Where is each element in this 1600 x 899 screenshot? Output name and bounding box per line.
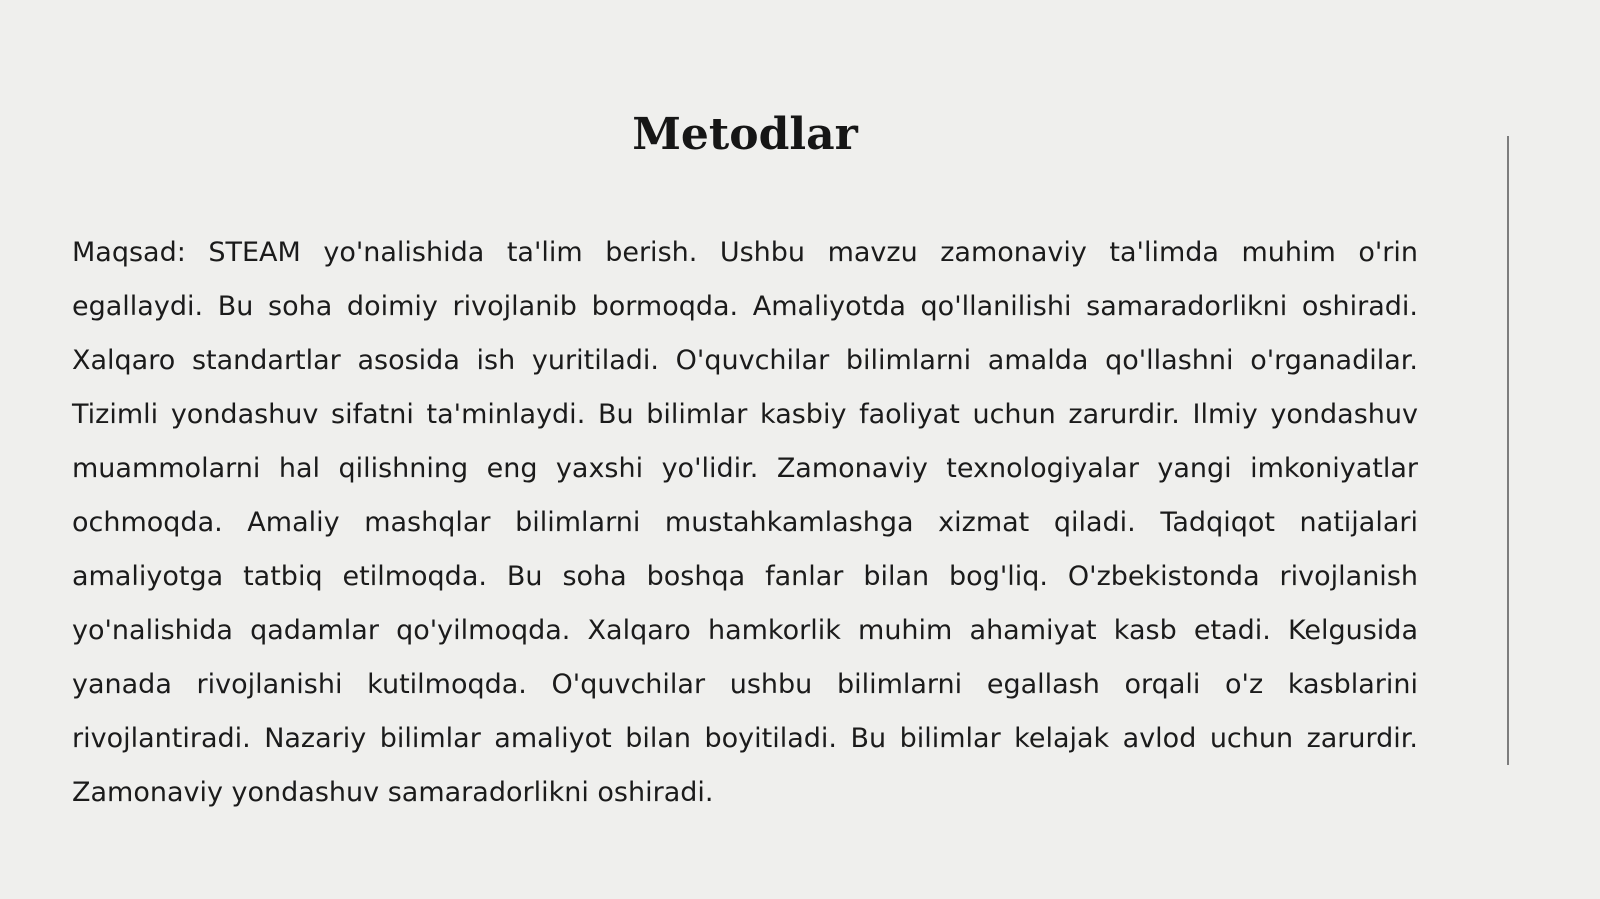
vertical-divider <box>1507 136 1509 765</box>
slide-body-text: Maqsad: STEAM yo'nalishida ta'lim berish. Ushbu mavzu zamonaviy ta'limda muhim o'rin egallaydi. Bu soha doimiy rivojlanib bormoqda. Amaliyotda qo'llanilishi samaradorlikni oshiradi. Xalqaro standartlar asosida ish yuritiladi. O'quvchilar bilimlarni amalda qo'llashni o'rganadilar. Tizimli yondashuv sifatni ta'minlaydi. Bu bilimlar kasbiy faoliyat uchun zarurdir. Ilmiy yondashuv muammolarni hal qilishning eng yaxshi yo'lidir. Zamonaviy texnologiyalar yangi imkoniyatlar ochmoqda. Amaliy mashqlar bilimlarni mustahkamlashga xizmat qiladi. Tadqiqot natijalari amaliyotga tatbiq etilmoqda. Bu soha boshqa fanlar bilan bog'liq. O'zbekistonda rivojlanish yo'nalishida qadamlar qo'yilmoqda. Xalqaro hamkorlik muhim ahamiyat kasb etadi. Kelgusida yanada rivojlanishi kutilmoqda. O'quvchilar ushbu bilimlarni egallash orqali o'z kasblarini rivojlantiradi. Nazariy bilimlar amaliyot bilan boyitiladi. Bu bilimlar kelajak avlod uchun zarurdir. Zamonaviy yondashuv samaradorlikni oshiradi. <box>72 237 1418 808</box>
slide-title: Metodlar <box>632 109 858 160</box>
